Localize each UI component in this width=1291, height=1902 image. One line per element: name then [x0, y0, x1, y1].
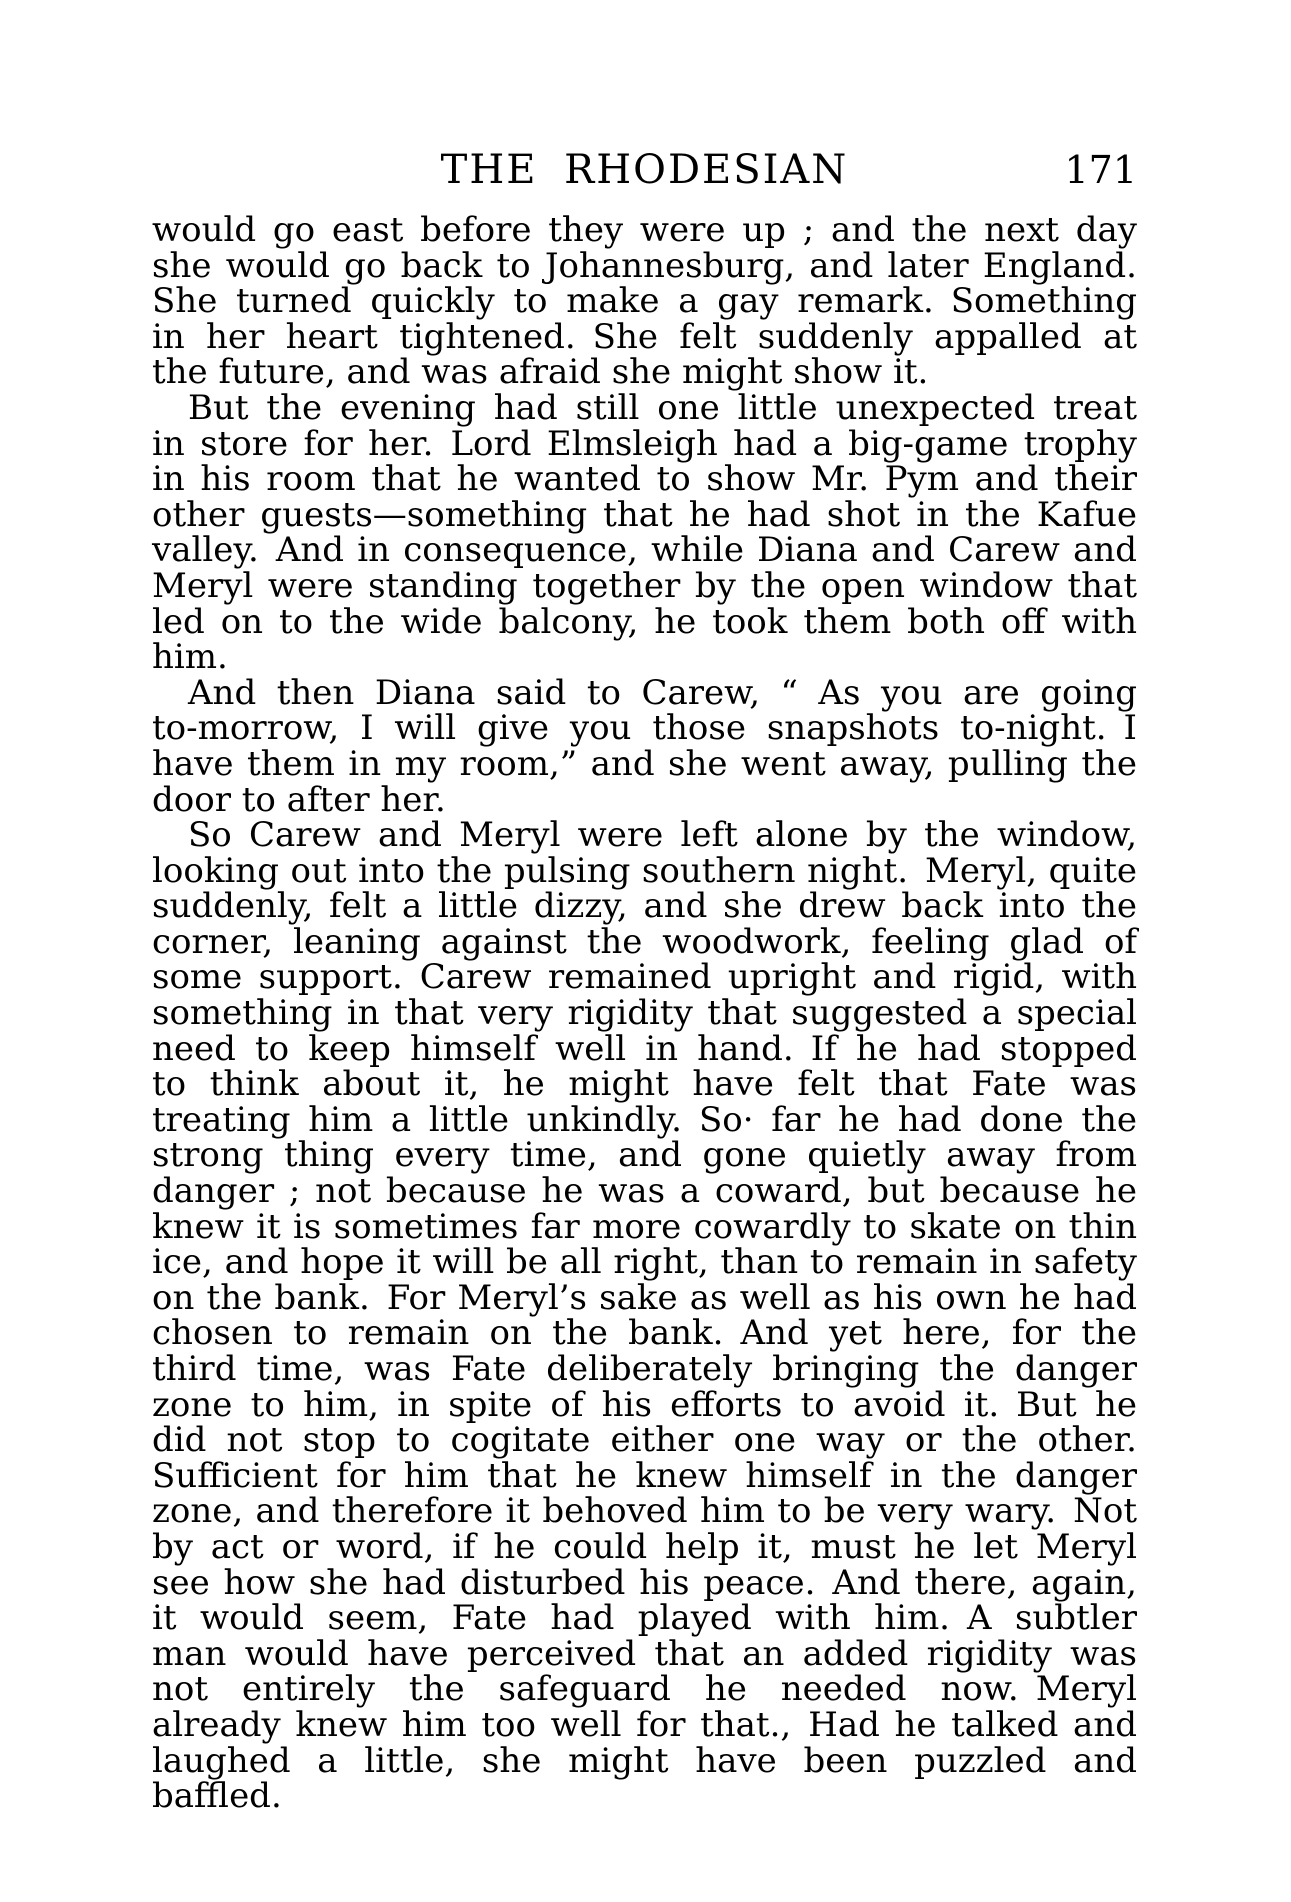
- text-line: need to keep himself well in hand. If he had stopped: [152, 1028, 1137, 1069]
- text-line: third time, was Fate deliberately bringing the danger: [152, 1349, 1137, 1389]
- text-line: ice, and hope it will be all right, than to remain in safety: [152, 1242, 1137, 1283]
- text-line: would go east before they were up ; and the next day: [152, 210, 1137, 250]
- text-line: looking out into the pulsing southern night. Meryl, quite: [152, 850, 1137, 891]
- text-line: led on to the wide balcony, he took them both off with: [152, 601, 1137, 642]
- text-line: already knew him too well for that., Had he talked and: [152, 1704, 1137, 1745]
- text-line: it would seem, Fate had played with him. A subtler: [152, 1598, 1137, 1639]
- text-line: zone to him, in spite of his efforts to avoid it. But he: [152, 1384, 1137, 1425]
- text-line: knew it is sometimes far more cowardly to skate on thin: [152, 1206, 1137, 1247]
- text-line: chosen to remain on the bank. And yet here, for the: [152, 1313, 1137, 1354]
- text-line: him.: [152, 637, 228, 678]
- text-line: treating him a little unkindly. So· far he had done the: [152, 1099, 1137, 1140]
- text-line: So Carew and Meryl were left alone by the window,: [188, 815, 1137, 856]
- text-line: strong thing every time, and gone quietly away from: [152, 1135, 1137, 1176]
- text-line: She turned quickly to make a gay remark. Something: [152, 281, 1137, 322]
- text-line: have them in my room,” and she went away, pulling the: [152, 743, 1137, 784]
- text-line: did not stop to cogitate either one way or the other.: [152, 1420, 1137, 1461]
- text-line: not entirely the safeguard he needed now. Meryl: [152, 1669, 1137, 1710]
- text-line: on the bank. For Meryl’s sake as well as his own he had: [152, 1277, 1137, 1318]
- text-line: in her heart tightened. She felt suddenly appalled at: [152, 316, 1137, 357]
- text-line: to think about it, he might have felt that Fate was: [152, 1064, 1137, 1105]
- text-line: by act or word, if he could help it, must he let Meryl: [152, 1526, 1137, 1567]
- text-line: something in that very rigidity that suggested a special: [152, 993, 1137, 1034]
- text-line: the future, and was afraid she might show it.: [152, 352, 929, 393]
- text-line: Sufficient for him that he knew himself in the danger: [152, 1455, 1137, 1496]
- text-line: valley. And in consequence, while Diana and Carew and: [152, 530, 1137, 571]
- text-line: danger ; not because he was a coward, but because he: [152, 1171, 1137, 1212]
- text-line: door to after her.: [152, 779, 446, 820]
- text-line: zone, and therefore it behoved him to be very wary. Not: [152, 1491, 1137, 1532]
- text-line: And then Diana said to Carew, “ As you are going: [188, 672, 1137, 713]
- text-line: some support. Carew remained upright and rigid, with: [152, 957, 1137, 998]
- text-line: in his room that he wanted to show Mr. Pym and their: [152, 459, 1137, 500]
- page-number: 171: [1064, 148, 1137, 192]
- text-line: other guests—something that he had shot in the Kafue: [152, 494, 1137, 535]
- running-title: THE RHODESIAN: [440, 147, 849, 193]
- text-line: man would have perceived that an added rigidity was: [152, 1633, 1137, 1674]
- text-line: Meryl were standing together by the open window that: [152, 565, 1137, 606]
- text-line: to-morrow, I will give you those snapshots to-night. I: [152, 708, 1137, 749]
- text-line: But the evening had still one little unexpected treat: [188, 387, 1137, 428]
- text-line: in store for her. Lord Elmsleigh had a big-game trophy: [152, 423, 1137, 464]
- text-line: laughed a little, she might have been puzzled and baffled.: [152, 1740, 1137, 1817]
- page-text: [152, 210, 1137, 1817]
- text-line: see how she had disturbed his peace. And there, again,: [152, 1562, 1137, 1603]
- text-line: corner, leaning against the woodwork, feeling glad of: [152, 921, 1137, 962]
- text-line: she would go back to Johannesburg, and later England.: [152, 245, 1137, 286]
- text-line: suddenly, felt a little dizzy, and she drew back into the: [152, 886, 1137, 927]
- page-header: [152, 148, 1137, 192]
